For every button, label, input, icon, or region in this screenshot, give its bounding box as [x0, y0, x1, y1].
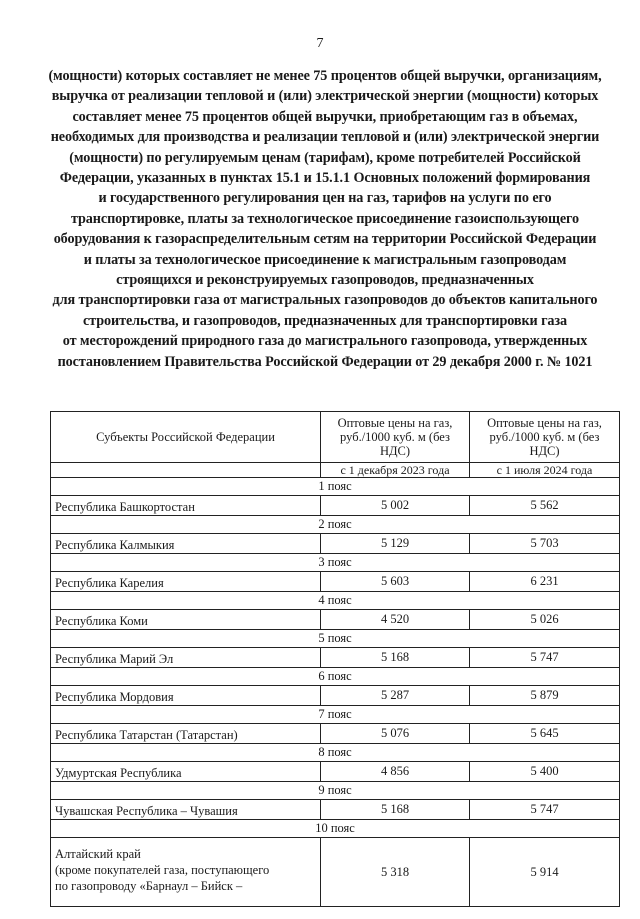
subject-name: Алтайский край (кроме покупателей газа, поступающего по газопроводу «Барнаул – Бийск – [51, 838, 321, 907]
price-2023: 5 002 [321, 496, 470, 516]
table-row [51, 800, 620, 820]
heading-line: составляет менее 75 процентов общей выручки, приобретающим газ в объемах, [72, 108, 578, 125]
heading-line: строящихся и реконструируемых газопроводов, предназначенных [116, 272, 534, 289]
price-2024: 5 703 [470, 534, 620, 554]
table-row [51, 496, 620, 516]
heading-line: для транспортировки газа от магистральных газопроводов до объектов капитального [52, 292, 598, 309]
subject-name: Республика Башкортостан [51, 496, 321, 516]
table-row [51, 572, 620, 592]
price-2024: 5 747 [470, 648, 620, 668]
subject-name: Республика Калмыкия [51, 534, 321, 554]
price-2023: 5 318 [321, 838, 470, 907]
heading-line: и государственного регулирования цен на газ, тарифов на услуги по его [98, 190, 552, 207]
table-row [51, 724, 620, 744]
belt-row [51, 820, 620, 838]
subject-name: Удмуртская Республика [51, 762, 321, 782]
document-heading [40, 66, 610, 372]
price-2023: 4 520 [321, 610, 470, 630]
heading-line: от месторождений природного газа до магистрального газопровода, утвержденных [62, 333, 588, 350]
column-date-2023: с 1 декабря 2023 года [321, 463, 470, 478]
price-2023: 4 856 [321, 762, 470, 782]
belt-row [51, 630, 620, 648]
heading-line: строительства, и газопроводов, предназначенных для транспортировки газа [82, 312, 568, 329]
column-header-price-2023: Оптовые цены на газ, руб./1000 куб. м (без НДС) [321, 412, 470, 463]
belt-label: 2 пояс [51, 516, 620, 534]
subject-name: Республика Татарстан (Татарстан) [51, 724, 321, 744]
belt-row [51, 668, 620, 686]
belt-label: 7 пояс [51, 706, 620, 724]
belt-label: 10 пояс [51, 820, 620, 838]
belt-label: 3 пояс [51, 554, 620, 572]
price-2023: 5 076 [321, 724, 470, 744]
table-body [51, 478, 620, 907]
belt-row [51, 516, 620, 534]
price-2023: 5 168 [321, 648, 470, 668]
price-2024: 5 747 [470, 800, 620, 820]
price-2024: 5 562 [470, 496, 620, 516]
subject-name: Республика Марий Эл [51, 648, 321, 668]
price-2024: 5 879 [470, 686, 620, 706]
subject-name: Чувашская Республика – Чувашия [51, 800, 321, 820]
price-2023: 5 168 [321, 800, 470, 820]
heading-line: транспортировке, платы за технологическое присоединение газоиспользующего [70, 210, 580, 227]
belt-label: 1 пояс [51, 478, 620, 496]
belt-label: 4 пояс [51, 592, 620, 610]
belt-label: 9 пояс [51, 782, 620, 800]
price-2023: 5 129 [321, 534, 470, 554]
table-row [51, 610, 620, 630]
belt-row [51, 592, 620, 610]
heading-line: Федерации, указанных в пунктах 15.1 и 15.1.1 Основных положений формирования [59, 170, 591, 187]
heading-line: оборудования к газораспределительным сетям на территории Российской Федерации [53, 231, 597, 248]
belt-row [51, 706, 620, 724]
date-row-spacer [51, 463, 321, 478]
belt-label: 5 пояс [51, 630, 620, 648]
price-2024: 5 914 [470, 838, 620, 907]
price-2023: 5 287 [321, 686, 470, 706]
heading-line: и платы за технологическое присоединение к магистральным газопроводам [83, 251, 567, 268]
heading-line: (мощности) по регулируемым ценам (тарифам), кроме потребителей Российской [69, 149, 581, 166]
table-row [51, 648, 620, 668]
belt-row [51, 554, 620, 572]
price-2023: 5 603 [321, 572, 470, 592]
belt-row [51, 744, 620, 762]
gas-price-table [50, 411, 620, 907]
table-row [51, 534, 620, 554]
subject-name: Республика Коми [51, 610, 321, 630]
page-number: 7 [316, 36, 324, 51]
subject-name: Республика Мордовия [51, 686, 321, 706]
belt-row [51, 782, 620, 800]
belt-label: 6 пояс [51, 668, 620, 686]
belt-row [51, 478, 620, 496]
heading-line: (мощности) которых составляет не менее 75 процентов общей выручки, организациям, [48, 68, 602, 84]
table-row [51, 838, 620, 907]
subject-name: Республика Карелия [51, 572, 321, 592]
price-2024: 5 026 [470, 610, 620, 630]
table-row [51, 686, 620, 706]
table-row [51, 762, 620, 782]
column-header-subjects: Субъекты Российской Федерации [51, 412, 321, 463]
belt-label: 8 пояс [51, 744, 620, 762]
column-header-price-2024: Оптовые цены на газ, руб./1000 куб. м (без НДС) [470, 412, 620, 463]
column-date-2024: с 1 июля 2024 года [470, 463, 620, 478]
price-2024: 5 400 [470, 762, 620, 782]
price-2024: 5 645 [470, 724, 620, 744]
heading-line: постановлением Правительства Российской Федерации от 29 декабря 2000 г. № 1021 [57, 353, 593, 370]
heading-line: необходимых для производства и реализации тепловой и (или) электрической энергии [50, 129, 600, 146]
heading-line: выручка от реализации тепловой и (или) электрической энергии (мощности) которых [51, 88, 599, 105]
price-2024: 6 231 [470, 572, 620, 592]
